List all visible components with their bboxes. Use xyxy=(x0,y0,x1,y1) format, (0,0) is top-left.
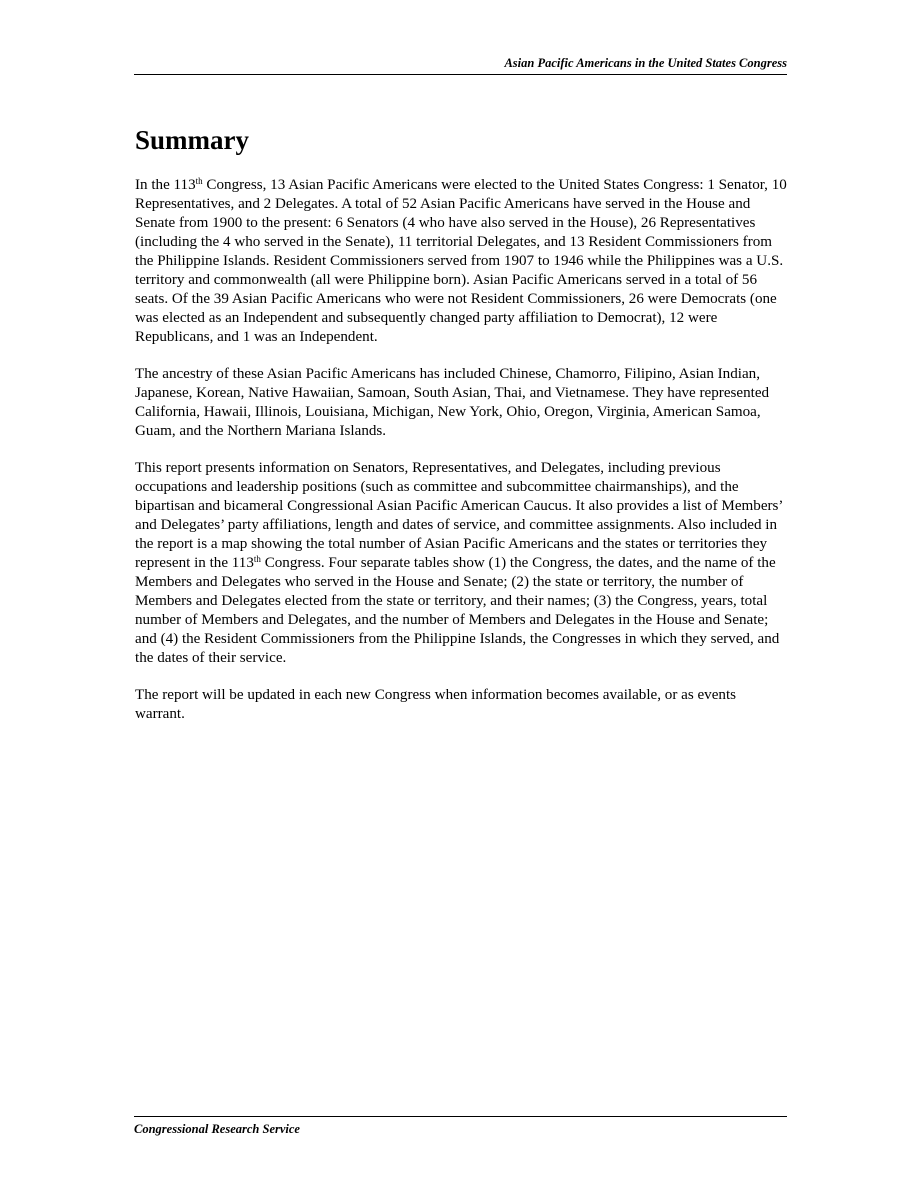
paragraph-1-text-a: In the 113 xyxy=(135,177,196,193)
paragraph-3-text-b: Congress. Four separate tables show (1) the Congress, the dates, and the name of the Members and Delegates who served in the House and Senate; (2) the state or territory, the number of Members and Delegates elected from the state or territory, and their names; (3) the Congress, years, total number of Members and Delegates, and the number of Members and Delegates in the House and Senate; and (4) the Resident Commissioners from the Philippine Islands, the Congresses in which they served, and the dates of their service. xyxy=(135,555,780,666)
ordinal-superscript: th xyxy=(195,176,203,186)
running-header xyxy=(134,56,787,75)
footer-label: Congressional Research Service xyxy=(134,1122,300,1136)
page-footer xyxy=(134,1116,787,1137)
summary-paragraph-4: The report will be updated in each new Congress when information becomes available, or as events warrant. xyxy=(135,687,737,722)
paragraph-3-text-a: This report presents information on Senators, Representatives, and Delegates, including previous occupations and leadership positions (such as committee and subcommittee chairmanships), and the bipartisan and bicameral Congressional Asian Pacific American Caucus. It also provides a list of Members’ and Delegates’ party affiliations, length and dates of service, and committee assignments. Also included in the report is a map showing the total number of Asian Pacific Americans and the states or territories they represent in the 113 xyxy=(135,460,783,571)
summary-body xyxy=(135,176,787,742)
summary-paragraph-2: The ancestry of these Asian Pacific Americans has included Chinese, Chamorro, Filipino, Asian Indian, Japanese, Korean, Native Hawaiian, Samoan, South Asian, Thai, and Vietnamese. They have represented California, Hawaii, Illinois, Louisiana, Michigan, New York, Ohio, Oregon, Virginia, American Samoa, Guam, and the Northern Mariana Islands. xyxy=(135,366,770,439)
section-title: Summary xyxy=(135,125,249,155)
ordinal-superscript: th xyxy=(253,554,261,564)
summary-paragraph-3 xyxy=(135,459,787,668)
summary-paragraph-1 xyxy=(135,176,787,347)
running-header-title: Asian Pacific Americans in the United States Congress xyxy=(504,56,787,70)
paragraph-1-text-b: Congress, 13 Asian Pacific Americans were elected to the United States Congress: 1 Senator, 10 Representatives, and 2 Delegates. A total of 52 Asian Pacific Americans have served in the House and Senate from 1900 to the present: 6 Senators (4 who have also served in the House), 26 Representatives (including the 4 who served in the Senate), 11 territorial Delegates, and 13 Resident Commissioners from the Philippine Islands. Resident Commissioners served from 1907 to 1946 while the Philippines was a U.S. territory and commonwealth (all were Philippine born). Asian Pacific Americans served in a total of 56 seats. Of the 39 Asian Pacific Americans who were not Resident Commissioners, 26 were Democrats (one was elected as an Independent and subsequently changed party affiliation to Democrat), 12 were Republicans, and 1 was an Independent. xyxy=(135,177,787,345)
